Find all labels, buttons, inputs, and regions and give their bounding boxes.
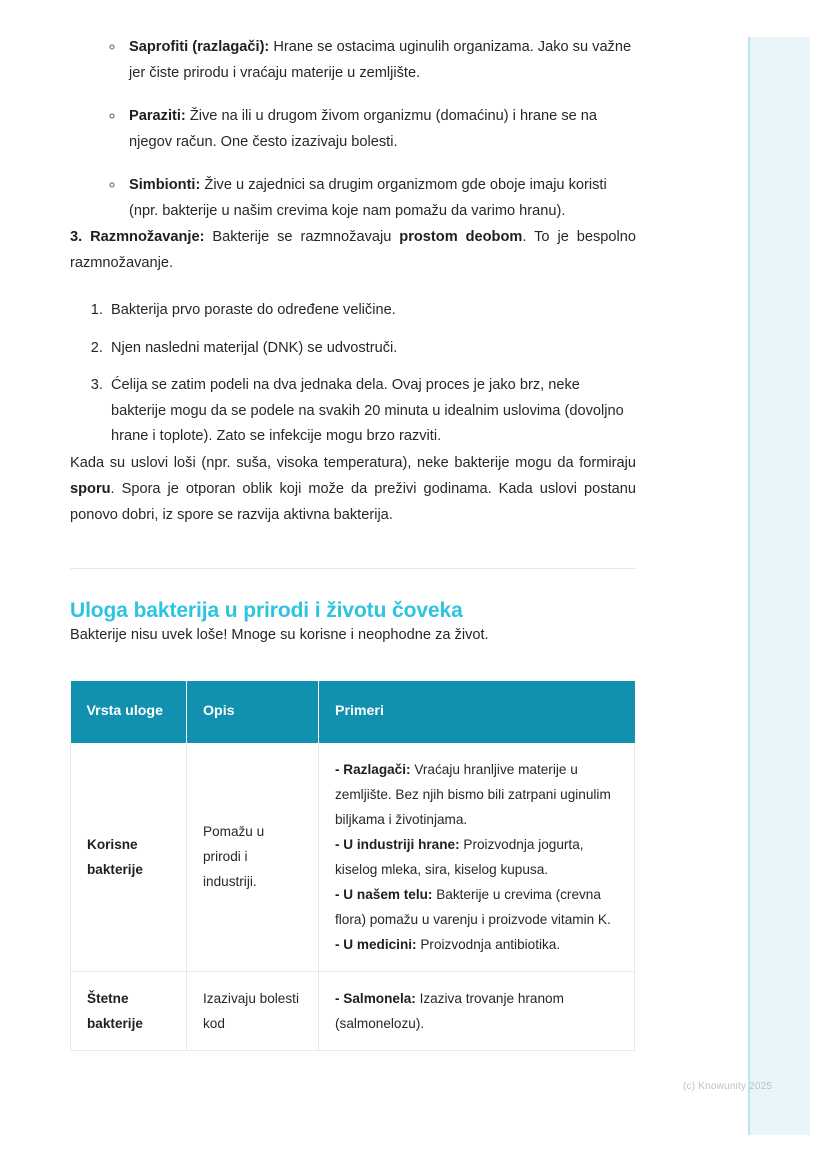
- document-content: [70, 34, 636, 1051]
- table-header-row: [71, 681, 635, 743]
- table-row: [71, 971, 635, 1050]
- spore-emphasis: sporu: [70, 480, 111, 497]
- list-item-term: Saprofiti (razlagači):: [129, 39, 270, 55]
- cell-role-examples: [319, 743, 635, 972]
- nutrition-type-list: [70, 34, 636, 224]
- list-item-text: Žive u zajednici sa drugim organizmom gde oboje imaju koristi (npr. bakterije u našim crevima koje nam pomažu da varimo hranu).: [129, 177, 607, 219]
- example-term: - Salmonela:: [335, 990, 416, 1006]
- copyright-watermark: (c) Knowunity 2025: [683, 1081, 773, 1092]
- table-head: [71, 681, 635, 743]
- example-text: Proizvodnja jogurta, kiselog mleka, sira, kiselog kupusa.: [335, 836, 584, 877]
- section-divider: [70, 568, 636, 569]
- example-term: - U našem telu:: [335, 886, 433, 902]
- list-item-text: Žive na ili u drugom živom organizmu (domaćinu) i hrane se na njegov račun. One često izazivaju bolesti.: [129, 108, 598, 150]
- list-item: [125, 172, 636, 224]
- example-text: Bakterije u crevima (crevna flora) pomažu u varenju i proizvode vitamin K.: [335, 886, 611, 927]
- spore-paragraph: [70, 450, 636, 528]
- example-text: Izaziva trovanje hranom (salmonelozu).: [335, 990, 564, 1031]
- example-line: [335, 832, 618, 882]
- example-term: - U industriji hrane:: [335, 836, 460, 852]
- example-text: Vraćaju hranljive materije u zemljište. Bez njih bismo bili zatrpani uginulim biljkama i životinjama.: [335, 761, 611, 827]
- list-item: 2. Njen nasledni materijal (DNK) se udvostruči.: [107, 336, 636, 362]
- list-item-term: Paraziti:: [129, 108, 186, 124]
- list-item-term: Simbionti:: [129, 177, 201, 193]
- example-text: Proizvodnja antibiotika.: [416, 936, 561, 952]
- cell-role-type: Korisne bakterije: [71, 743, 187, 972]
- list-item-text: Hrane se ostacima uginulih organizama. Jako su važne jer čiste prirodu i vraćaju materije u zemljište.: [129, 39, 632, 81]
- table-body: [71, 743, 635, 1051]
- list-item: 1. Bakterija prvo poraste do određene veličine.: [107, 298, 636, 324]
- spore-text-2: . Spora je otporan oblik koji može da preživi godinama. Kada uslovi postanu ponovo dobri, iz spore se razvija aktivna bakterija.: [70, 480, 636, 523]
- example-line: [335, 882, 618, 932]
- list-item: [125, 34, 636, 86]
- cell-role-description: Pomažu u prirodi i industriji.: [187, 743, 319, 972]
- example-line: [335, 932, 618, 957]
- reproduction-steps-list: [70, 298, 636, 450]
- cell-role-type: Štetne bakterije: [71, 971, 187, 1050]
- reproduction-heading-inline: 3. Razmnožavanje:: [70, 229, 205, 245]
- bacteria-roles-table: [70, 681, 635, 1051]
- list-item: 3. Ćelija se zatim podeli na dva jednaka dela. Ovaj proces je jako brz, neke bakterije mogu da se podele na svakih 20 minuta u idealnim uslovima (dovoljno hrane i toplote). Zato se infekcije mogu brzo razviti.: [107, 373, 636, 450]
- table-row: [71, 743, 635, 972]
- cell-role-examples: [319, 971, 635, 1050]
- cell-role-description: Izazivaju bolesti kod: [187, 971, 319, 1050]
- section-intro-paragraph: Bakterije nisu uvek loše! Mnoge su korisne i neophodne za život.: [70, 626, 489, 643]
- reproduction-text-2: . To je bespolno razmnožavanje.: [70, 229, 637, 271]
- spore-text-1: Kada su uslovi loši (npr. suša, visoka temperatura), neke bakterije mogu da formiraju: [70, 454, 636, 471]
- reproduction-text-1: Bakterije se razmnožavaju: [204, 229, 400, 245]
- example-term: - U medicini:: [335, 936, 417, 952]
- example-term: - Razlagači:: [335, 761, 411, 777]
- example-line: [335, 986, 618, 1036]
- table-header-type: Vrsta uloge: [71, 681, 187, 743]
- example-line: [335, 757, 618, 832]
- reproduction-emphasis: prostom deobom: [399, 229, 523, 245]
- reproduction-paragraph: [70, 224, 636, 276]
- table-header-description: Opis: [187, 681, 319, 743]
- page-title: Uloga bakterija u prirodi i životu čoveka: [70, 598, 463, 622]
- table-header-examples: Primeri: [319, 681, 635, 743]
- list-item: [125, 103, 636, 155]
- page-side-strip: [748, 37, 810, 1135]
